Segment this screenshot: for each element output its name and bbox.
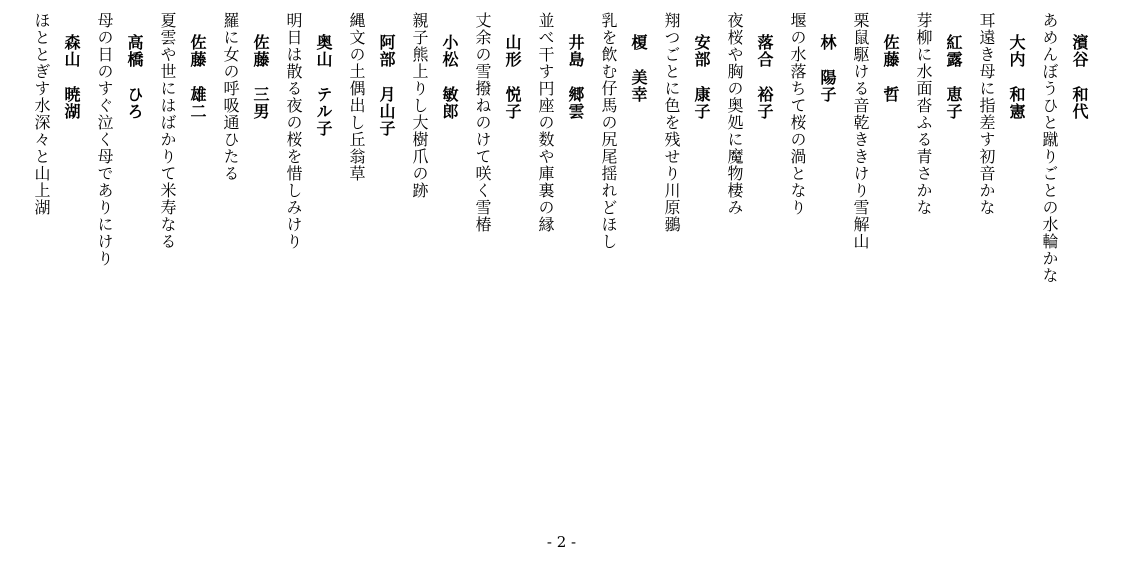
author-name: 佐藤三男 bbox=[251, 34, 270, 120]
author-name: 安部康子 bbox=[692, 34, 711, 120]
author-name: 紅露恵子 bbox=[944, 34, 963, 120]
haiku-entry bbox=[400, 12, 463, 522]
haiku-entry bbox=[841, 12, 904, 522]
haiku-columns bbox=[22, 12, 1093, 522]
haiku-text: 丈余の雪撥ねのけて咲く雪椿 bbox=[473, 12, 492, 233]
haiku-text: 夜桜や胸の奥処に魔物棲み bbox=[725, 12, 744, 216]
author-name: 阿部月山子 bbox=[377, 34, 396, 137]
author-name: 佐藤哲 bbox=[881, 34, 900, 103]
haiku-text: 明日は散る夜の桜を惜しみけり bbox=[284, 12, 303, 250]
haiku-entry bbox=[526, 12, 589, 522]
haiku-entry bbox=[1030, 12, 1093, 522]
page-number: - 2 - bbox=[546, 533, 577, 551]
haiku-entry bbox=[967, 12, 1030, 522]
author-name: 高橋ひろ bbox=[125, 34, 144, 120]
haiku-entry bbox=[148, 12, 211, 522]
haiku-text: 夏雲や世にはばかりて米寿なる bbox=[158, 12, 177, 250]
author-name: 林陽子 bbox=[818, 34, 837, 103]
author-name: 小松敏郎 bbox=[440, 34, 459, 120]
haiku-text: 芽柳に水面沓ふる青さかな bbox=[914, 12, 933, 216]
haiku-text: 翔つごとに色を残せり川原鶸 bbox=[662, 12, 681, 233]
haiku-entry bbox=[778, 12, 841, 522]
haiku-entry bbox=[715, 12, 778, 522]
haiku-text: ほととぎす水深々と山上湖 bbox=[32, 12, 51, 216]
author-name: 榎美幸 bbox=[629, 34, 648, 103]
haiku-entry bbox=[904, 12, 967, 522]
haiku-text: 並べ干す円座の数や庫裏の縁 bbox=[536, 12, 555, 233]
author-name: 大内和憲 bbox=[1007, 34, 1026, 120]
author-name: 落合裕子 bbox=[755, 34, 774, 120]
author-name: 奥山テル子 bbox=[314, 34, 333, 137]
haiku-entry bbox=[589, 12, 652, 522]
haiku-text: あめんぼうひと蹴りごとの水輪かな bbox=[1040, 12, 1059, 284]
haiku-text: 親子熊上りし大樹爪の跡 bbox=[410, 12, 429, 199]
haiku-text: 母の日のすぐ泣く母でありにけり bbox=[95, 12, 114, 267]
author-name: 佐藤雄二 bbox=[188, 34, 207, 120]
haiku-text: 堰の水落ちて桜の渦となり bbox=[788, 12, 807, 216]
haiku-entry bbox=[652, 12, 715, 522]
haiku-entry bbox=[274, 12, 337, 522]
author-name: 森山暁湖 bbox=[62, 34, 81, 120]
author-name: 山形悦子 bbox=[503, 34, 522, 120]
author-name: 濱谷和代 bbox=[1070, 34, 1089, 120]
haiku-text: 耳遠き母に指差す初音かな bbox=[977, 12, 996, 216]
haiku-entry bbox=[463, 12, 526, 522]
haiku-text: 栗鼠駆ける音乾ききけり雪解山 bbox=[851, 12, 870, 250]
haiku-text: 乳を飲む仔馬の尻尾揺れどほし bbox=[599, 12, 618, 250]
haiku-entry bbox=[211, 12, 274, 522]
haiku-text: 縄文の土偶出し丘翁草 bbox=[347, 12, 366, 182]
haiku-entry bbox=[22, 12, 85, 522]
author-name: 井島郷雲 bbox=[566, 34, 585, 120]
haiku-entry bbox=[85, 12, 148, 522]
haiku-entry bbox=[337, 12, 400, 522]
haiku-text: 羅に女の呼吸通ひたる bbox=[221, 12, 240, 182]
